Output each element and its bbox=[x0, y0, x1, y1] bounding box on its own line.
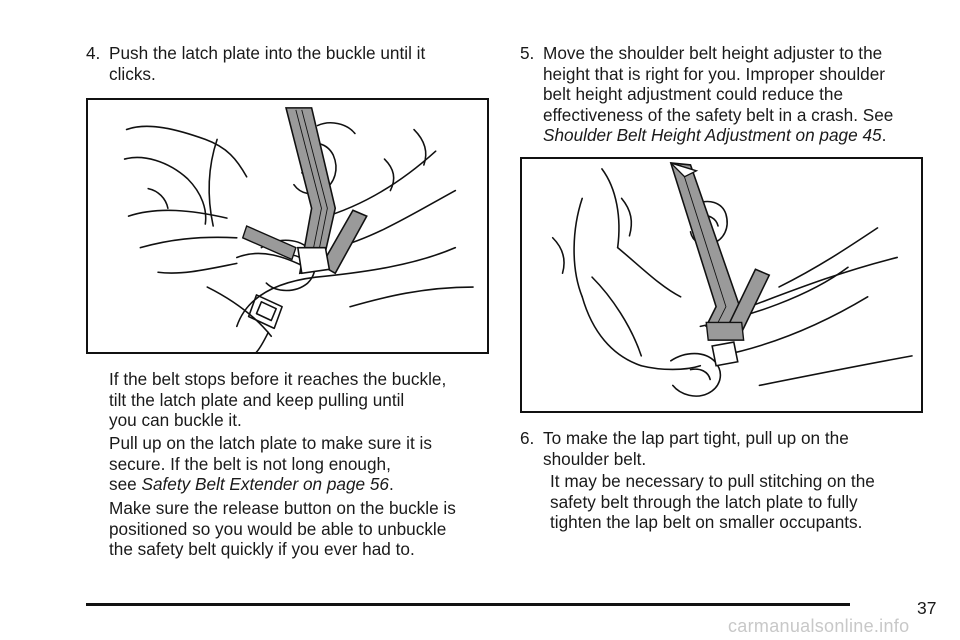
release-button-line-1: Make sure the release button on the buckle is bbox=[109, 498, 456, 518]
reference-period: . bbox=[881, 125, 887, 146]
shoulder-belt-illustration bbox=[520, 157, 923, 413]
step-5-line-5 bbox=[543, 125, 893, 146]
step-6-line-2: shoulder belt. bbox=[543, 448, 647, 469]
shoulder-belt-height-reference: Shoulder Belt Height Adjustment on page 45 bbox=[543, 125, 882, 146]
step-5-line-4: effectiveness of the safety belt in a crash. See bbox=[543, 104, 894, 125]
right-column bbox=[520, 0, 940, 600]
pull-up-line-3 bbox=[109, 474, 489, 495]
step-6-number: 6. bbox=[520, 428, 535, 448]
release-button-line-3: the safety belt quickly if you ever had to. bbox=[109, 539, 415, 560]
stitching-line-3: tighten the lap belt on smaller occupants. bbox=[550, 512, 863, 533]
shoulder-belt-drawing bbox=[522, 159, 921, 411]
release-button-line-2: positioned so you would be able to unbuckle bbox=[109, 518, 447, 539]
stitching-line-2: safety belt through the latch plate to fully bbox=[550, 491, 858, 512]
reference-period: . bbox=[388, 474, 394, 495]
page-number: 37 bbox=[917, 598, 937, 618]
step-5-line-2: height that is right for you. Improper shoulder bbox=[543, 63, 886, 84]
step-5-line-1: Move the shoulder belt height adjuster to the bbox=[543, 43, 883, 63]
pull-up-line-1: Pull up on the latch plate to make sure it is bbox=[109, 433, 432, 453]
release-button-paragraph bbox=[109, 498, 494, 560]
stitching-paragraph bbox=[550, 471, 935, 533]
step-5-number: 5. bbox=[520, 43, 535, 63]
step-4-number: 4. bbox=[86, 43, 101, 63]
belt-stops-paragraph bbox=[109, 369, 489, 431]
footer-rule bbox=[86, 603, 850, 606]
step-5-line-3: belt height adjustment could reduce the bbox=[543, 84, 844, 105]
belt-stops-line-1: If the belt stops before it reaches the buckle, bbox=[109, 369, 447, 389]
pull-up-paragraph bbox=[109, 433, 489, 495]
left-column bbox=[86, 0, 496, 600]
latch-into-buckle-drawing bbox=[88, 100, 487, 352]
step-4-text-line-1: Push the latch plate into the buckle until it bbox=[109, 43, 426, 63]
pull-up-line-2: secure. If the belt is not long enough, bbox=[109, 453, 391, 474]
step-4-text-line-2: clicks. bbox=[109, 63, 156, 84]
see-prefix: see bbox=[109, 474, 142, 495]
belt-stops-line-2: tilt the latch plate and keep pulling until bbox=[109, 389, 405, 410]
stitching-line-1: It may be necessary to pull stitching on the bbox=[550, 471, 875, 491]
latch-plate-illustration bbox=[86, 98, 489, 354]
belt-stops-line-3: you can buckle it. bbox=[109, 410, 242, 431]
watermark: carmanualsonline.info bbox=[728, 616, 910, 636]
safety-belt-extender-reference: Safety Belt Extender on page 56 bbox=[141, 474, 389, 495]
step-6-line-1: To make the lap part tight, pull up on the bbox=[543, 428, 849, 448]
